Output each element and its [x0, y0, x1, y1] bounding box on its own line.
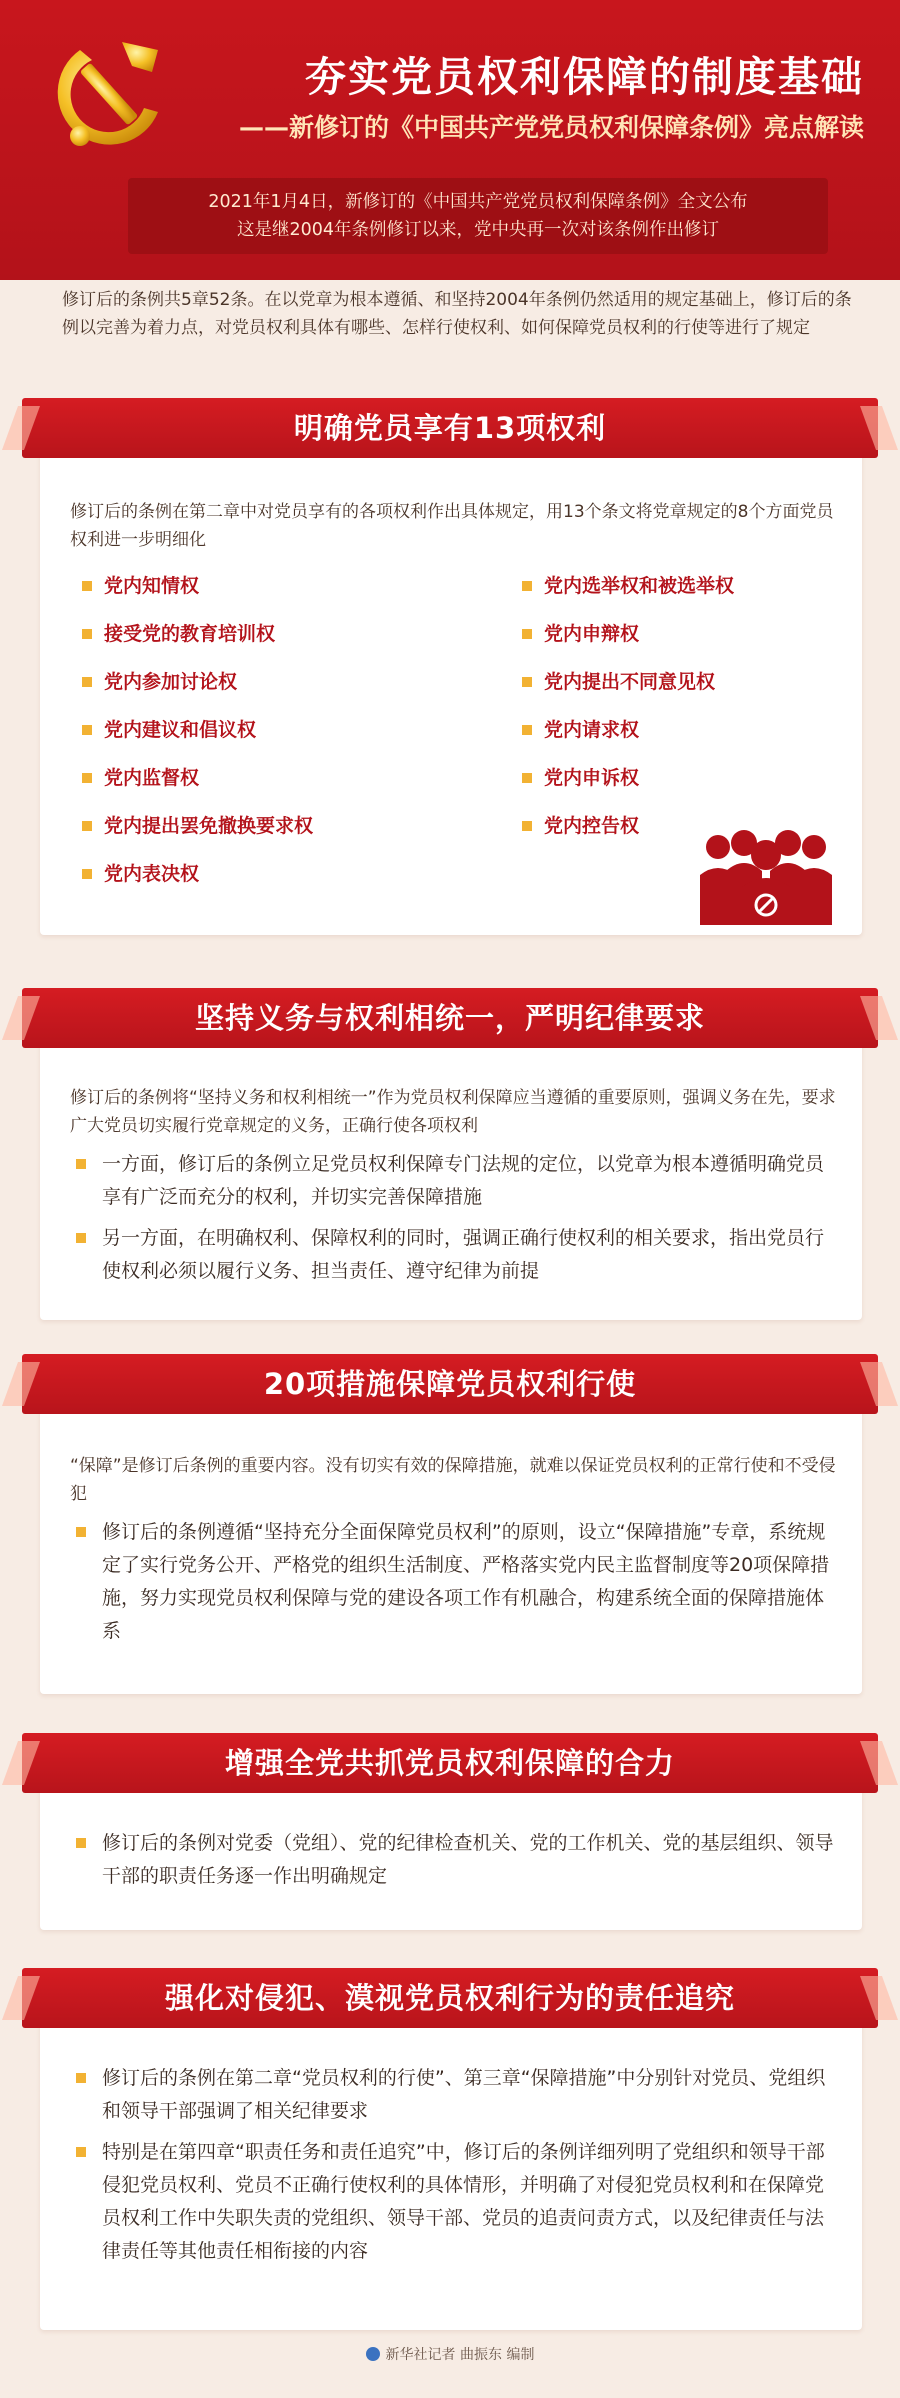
right-item: 党内建议和倡议权: [82, 714, 313, 746]
section-2-title: 坚持义务与权利相统一，严明纪律要求: [194, 1001, 705, 1035]
rights-left-column: [82, 570, 313, 906]
section-rights: [40, 430, 862, 935]
section-5-title: 强化对侵犯、漠视党员权利行为的责任追究: [164, 1981, 735, 2015]
right-item: 党内参加讨论权: [82, 666, 313, 698]
right-item: 党内提出罢免撤换要求权: [82, 810, 313, 842]
page-subtitle: ——新修订的《中国共产党党员权利保障条例》亮点解读: [238, 113, 864, 142]
party-members-icon: [696, 825, 836, 925]
header: [0, 0, 900, 280]
notice-line-1: 2021年1月4日，新修订的《中国共产党党员权利保障条例》全文公布: [208, 192, 748, 212]
section-2-lead: 修订后的条例将“坚持义务和权利相统一”作为党员权利保障应当遵循的重要原则，强调义务在先，要求广大党员切实履行党章规定的义务，正确行使各项权利: [70, 1088, 836, 1136]
right-item: 党内控告权: [522, 810, 734, 842]
section-3-banner: [22, 1354, 878, 1414]
right-item: 党内选举权和被选举权: [522, 570, 734, 602]
section-4-bullet: 修订后的条例对党委（党组）、党的纪律检查机关、党的工作机关、党的基层组织、领导干部的职责任务逐一作出明确规定: [70, 1827, 840, 1893]
section-accountability: [40, 2000, 862, 2330]
intro-paragraph: 修订后的条例共5章52条。在以党章为根本遵循、和坚持2004年条例仍然适用的规定基础上，修订后的条例以完善为着力点，对党员权利具体有哪些、怎样行使权利、如何保障党员权利的行使等进行了规定: [62, 290, 852, 338]
section-1-title: 明确党员享有13项权利: [293, 411, 607, 445]
section-obligations: [40, 1020, 862, 1320]
right-item: 党内提出不同意见权: [522, 666, 734, 698]
section-3-title: 20项措施保障党员权利行使: [263, 1367, 637, 1401]
footer-credit: [0, 2344, 900, 2364]
section-5-bullet: 修订后的条例在第二章“党员权利的行使”、第三章“保障措施”中分别针对党员、党组织和领导干部强调了相关纪律要求: [70, 2062, 840, 2128]
notice-line-2: 这是继2004年条例修订以来，党中央再一次对该条例作出修订: [236, 220, 720, 240]
section-2-bullet: 另一方面，在明确权利、保障权利的同时，强调正确行使权利的相关要求，指出党员行使权利必须以履行义务、担当责任、遵守纪律为前提: [70, 1222, 840, 1288]
section-5-banner: [22, 1968, 878, 2028]
section-4-title: 增强全党共抓党员权利保障的合力: [224, 1746, 675, 1780]
footer-text: 新华社记者 曲振东 编制: [385, 2347, 535, 2363]
section-3-bullet: 修订后的条例遵循“坚持充分全面保障党员权利”的原则，设立“保障措施”专章，系统规定了实行党务公开、严格党的组织生活制度、严格落实党内民主监督制度等20项保障措施，努力实现党员权利保障与党的建设各项工作有机融合，构建系统全面的保障措施体系: [70, 1516, 840, 1648]
section-3-lead: “保障”是修订后条例的重要内容。没有切实有效的保障措施，就难以保证党员权利的正常行使和不受侵犯: [70, 1456, 836, 1504]
section-4-banner: [22, 1733, 878, 1793]
section-2-bullet: 一方面，修订后的条例立足党员权利保障专门法规的定位，以党章为根本遵循明确党员享有广泛而充分的权利，并切实完善保障措施: [70, 1148, 840, 1214]
section-1-lead: 修订后的条例在第二章中对党员享有的各项权利作出具体规定，用13个条文将党章规定的8个方面党员权利进一步明细化: [70, 502, 834, 550]
right-item: 党内知情权: [82, 570, 313, 602]
right-item: 党内监督权: [82, 762, 313, 794]
right-item: 接受党的教育培训权: [82, 618, 313, 650]
section-1-banner: [22, 398, 878, 458]
section-5-bullet: 特别是在第四章“职责任务和责任追究”中，修订后的条例详细列明了党组织和领导干部侵犯党员权利、党员不正确行使权利的具体情形，并明确了对侵犯党员权利和在保障党员权利工作中失职失责的党组织、领导干部、党员的追责问责方式，以及纪律责任与法律责任等其他责任相衔接的内容: [70, 2136, 840, 2268]
page-title: 夯实党员权利保障的制度基础: [305, 53, 864, 101]
party-emblem-icon: [40, 20, 190, 170]
right-item: 党内请求权: [522, 714, 734, 746]
rights-right-column: [522, 570, 734, 858]
right-item: 党内表决权: [82, 858, 313, 890]
section-measures: [40, 1386, 862, 1694]
xinhua-logo-icon: [366, 2347, 380, 2361]
right-item: 党内申诉权: [522, 762, 734, 794]
notice-box: [128, 178, 828, 254]
section-2-banner: [22, 988, 878, 1048]
right-item: 党内申辩权: [522, 618, 734, 650]
